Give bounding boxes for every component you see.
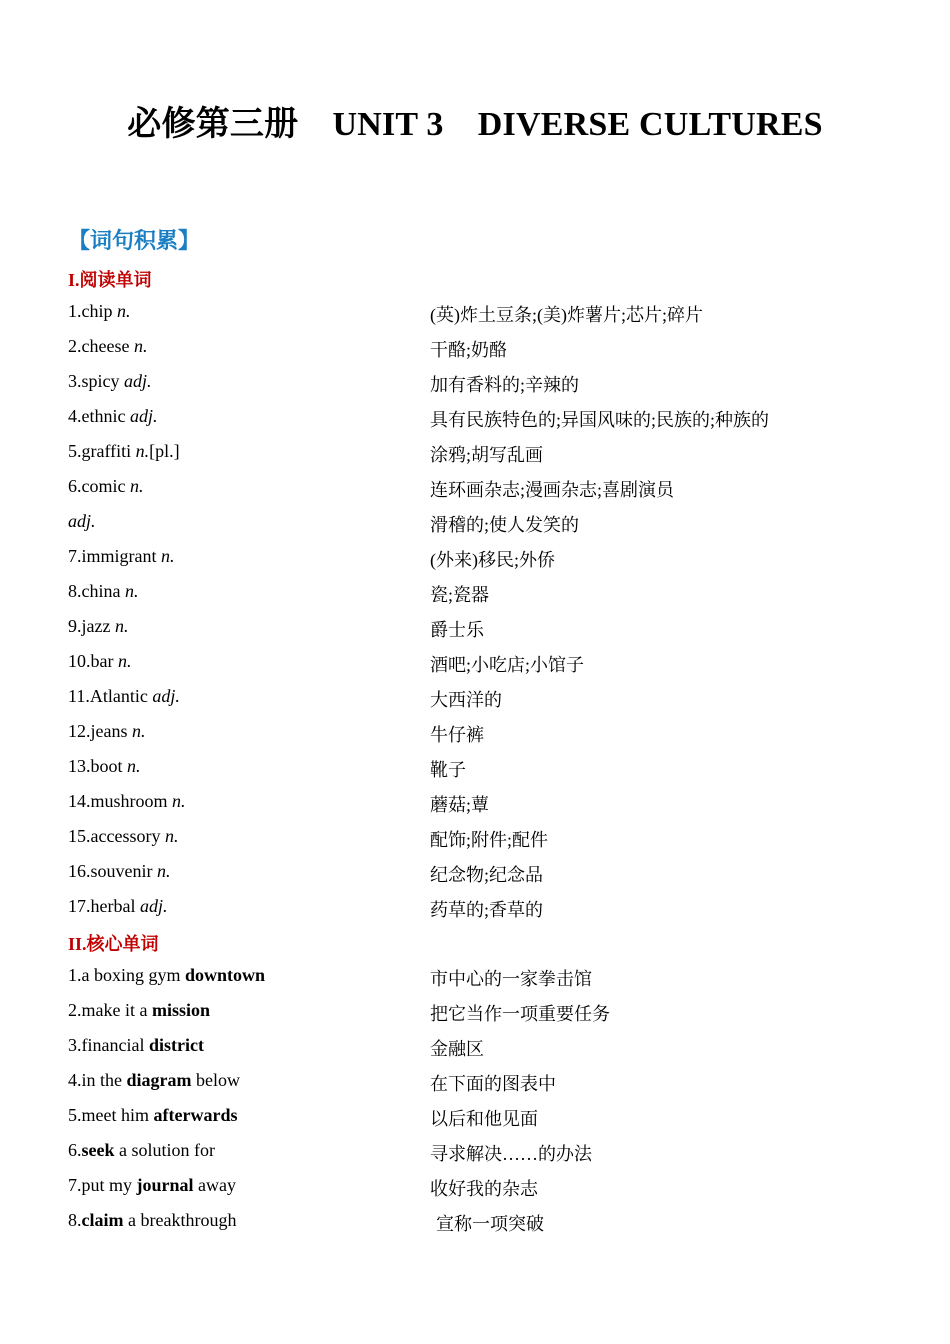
phrase-row [68,1140,888,1175]
part-of-speech: n. [124,581,139,601]
phrase-keyword: afterwards [153,1105,238,1125]
vocab-meaning: 爵士乐 [430,620,484,640]
phrase-keyword: seek [81,1140,115,1160]
phrase-entry [68,1000,210,1021]
vocab-meaning: 蘑菇;蕈 [430,795,490,815]
phrase-keyword: mission [151,1000,211,1020]
vocab-entry [68,861,171,882]
item-number: 11. [68,686,90,706]
item-number: 17. [68,896,91,916]
vocab-word: souvenir [90,861,153,881]
vocab-meaning: (外来)移民;外侨 [430,550,555,570]
vocab-row [68,476,888,511]
phrase-entry [68,1105,237,1126]
item-number: 1. [68,965,82,985]
part-of-speech: adj. [152,686,180,706]
vocab-meaning: 酒吧;小吃店;小馆子 [430,655,585,675]
vocab-entry [68,581,138,602]
phrase-meaning: 市中心的一家拳击馆 [430,969,592,989]
part-of-speech: n. [172,791,186,811]
phrase-row [68,1035,888,1070]
part-of-speech: n. [133,336,148,356]
vocab-meaning: 大西洋的 [430,690,502,710]
vocab-row [68,651,888,686]
item-number: 2. [68,336,82,356]
item-number: 9. [68,616,82,636]
item-number: 6. [68,476,82,496]
phrase-text-before: meet him [81,1105,154,1125]
phrase-entry [68,1175,236,1196]
vocab-word: boot [90,756,123,776]
item-number: 6. [68,1140,82,1160]
vocab-entry [68,406,158,427]
item-number: 2. [68,1000,82,1020]
part-of-speech: n. [129,476,144,496]
vocab-meaning: 干酪;奶酪 [430,340,508,360]
vocab-entry [68,511,96,532]
vocab-row [68,616,888,651]
vocab-word: jazz [81,616,111,636]
vocab-entry [68,721,145,742]
phrase-row [68,1210,888,1245]
item-number: 10. [68,651,91,671]
vocab-word: cheese [81,336,130,356]
phrase-entry [68,965,265,986]
vocab-row [68,301,888,336]
phrase-entry [68,1035,204,1056]
vocab-entry [68,756,141,777]
phrase-text-before: financial [81,1035,149,1055]
phrase-row [68,1175,888,1210]
phrase-text-before: a boxing gym [81,965,185,985]
vocab-word: accessory [90,826,161,846]
phrase-entry [68,1140,215,1161]
part-of-speech: adj. [68,511,96,531]
vocab-meaning: 滑稽的;使人发笑的 [430,515,580,535]
part-of-speech: n. [161,546,175,566]
vocab-entry [68,616,128,637]
item-number: 7. [68,546,82,566]
phrase-row [68,1000,888,1035]
vocab-entry [68,686,180,707]
phrase-row [68,1105,888,1140]
item-number: 5. [68,1105,82,1125]
item-number: 1. [68,301,82,321]
vocab-entry [68,476,143,497]
vocab-word: china [81,581,121,601]
vocab-word: mushroom [90,791,168,811]
vocab-meaning: 纪念物;纪念品 [430,865,544,885]
vocab-entry [68,896,168,917]
vocab-row [68,861,888,896]
part-of-speech: adj. [124,371,152,391]
phrase-meaning: 以后和他见面 [430,1109,538,1129]
item-number: 13. [68,756,91,776]
vocab-row [68,721,888,756]
part-of-speech: n. [157,861,171,881]
vocab-row [68,686,888,721]
vocab-meaning: 药草的;香草的 [430,900,544,920]
vocab-entry [68,441,180,462]
vocab-word: graffiti [81,441,132,461]
part-of-speech: adj. [139,896,168,916]
page-title: 必修第三册 UNIT 3 DIVERSE CULTURES [127,106,823,143]
phrase-meaning: 在下面的图表中 [430,1074,556,1094]
phrase-meaning: 金融区 [430,1039,484,1059]
vocab-row [68,441,888,476]
phrase-text-after: below [191,1070,240,1090]
item-number: 3. [68,371,82,391]
phrase-meaning: 把它当作一项重要任务 [430,1004,610,1024]
phrase-keyword: district [148,1035,204,1055]
phrase-text-after: a breakthrough [123,1210,237,1230]
item-number: 14. [68,791,91,811]
part-of-speech: n. [127,756,141,776]
vocab-row [68,581,888,616]
phrase-meaning: 寻求解决……的办法 [430,1144,592,1164]
part-of-speech: adj. [129,406,158,426]
vocab-meaning: 具有民族特色的;异国风味的;民族的;种族的 [430,410,770,430]
vocab-entry [68,826,178,847]
part-of-speech: n. [114,616,129,636]
vocab-meaning: 涂鸦;胡写乱画 [430,445,544,465]
phrase-entry [68,1070,240,1091]
vocab-word: spicy [81,371,120,391]
vocab-meaning: 配饰;附件;配件 [430,830,549,850]
vocab-meaning: 靴子 [430,760,466,780]
vocab-row [68,336,888,371]
vocab-row [68,511,888,546]
phrase-keyword: diagram [126,1070,192,1090]
vocab-row [68,826,888,861]
vocab-row [68,756,888,791]
vocab-row [68,791,888,826]
vocab-entry [68,651,131,672]
core-words-heading: II.核心单词 [68,934,159,954]
phrase-row [68,965,888,1000]
vocab-entry [68,371,152,392]
vocab-word: bar [90,651,114,671]
phrase-text-after: away [193,1175,237,1195]
vocab-entry [68,301,131,322]
vocab-meaning: 连环画杂志;漫画杂志;喜剧演员 [430,480,675,500]
phrase-meaning: 宣称一项突破 [436,1214,544,1234]
vocab-word: Atlantic [89,686,148,706]
vocab-word: immigrant [81,546,157,566]
item-number: 16. [68,861,91,881]
vocab-meaning: 牛仔裤 [430,725,484,745]
item-number: 8. [68,581,82,601]
phrase-entry [68,1210,236,1231]
part-of-speech: n. [131,721,146,741]
vocab-entry [68,546,175,567]
vocab-meaning: (英)炸土豆条;(美)炸薯片;芯片;碎片 [430,305,703,325]
phrase-text-before: put my [81,1175,137,1195]
phrase-keyword: claim [81,1210,124,1230]
phrase-row [68,1070,888,1105]
vocab-row [68,406,888,441]
item-number: 4. [68,406,82,426]
vocab-word: chip [81,301,113,321]
vocab-word: ethnic [81,406,126,426]
vocab-row [68,896,888,931]
item-number: 15. [68,826,91,846]
vocab-word: jeans [90,721,128,741]
part-of-speech: n. [135,441,150,461]
vocab-row [68,371,888,406]
vocab-entry [68,336,147,357]
phrase-text-before: in the [81,1070,127,1090]
phrase-text-before: make it a [81,1000,152,1020]
item-number: 7. [68,1175,82,1195]
phrase-keyword: downtown [185,965,266,985]
vocab-word: comic [81,476,126,496]
vocab-word: herbal [90,896,136,916]
item-number: 8. [68,1210,82,1230]
part-of-speech: n. [117,651,132,671]
section-heading: 【词句积累】 [68,228,201,253]
part-of-speech: n. [117,301,131,321]
vocab-row [68,546,888,581]
vocab-entry [68,791,186,812]
item-number: 5. [68,441,82,461]
reading-words-heading: I.阅读单词 [68,270,152,290]
vocab-meaning: 加有香料的;辛辣的 [430,375,580,395]
plural-note: [pl.] [149,441,180,461]
phrase-meaning: 收好我的杂志 [430,1179,538,1199]
item-number: 3. [68,1035,82,1055]
item-number: 4. [68,1070,82,1090]
part-of-speech: n. [164,826,179,846]
vocab-meaning: 瓷;瓷器 [430,585,490,605]
item-number: 12. [68,721,91,741]
phrase-keyword: journal [136,1175,194,1195]
phrase-text-after: a solution for [114,1140,215,1160]
